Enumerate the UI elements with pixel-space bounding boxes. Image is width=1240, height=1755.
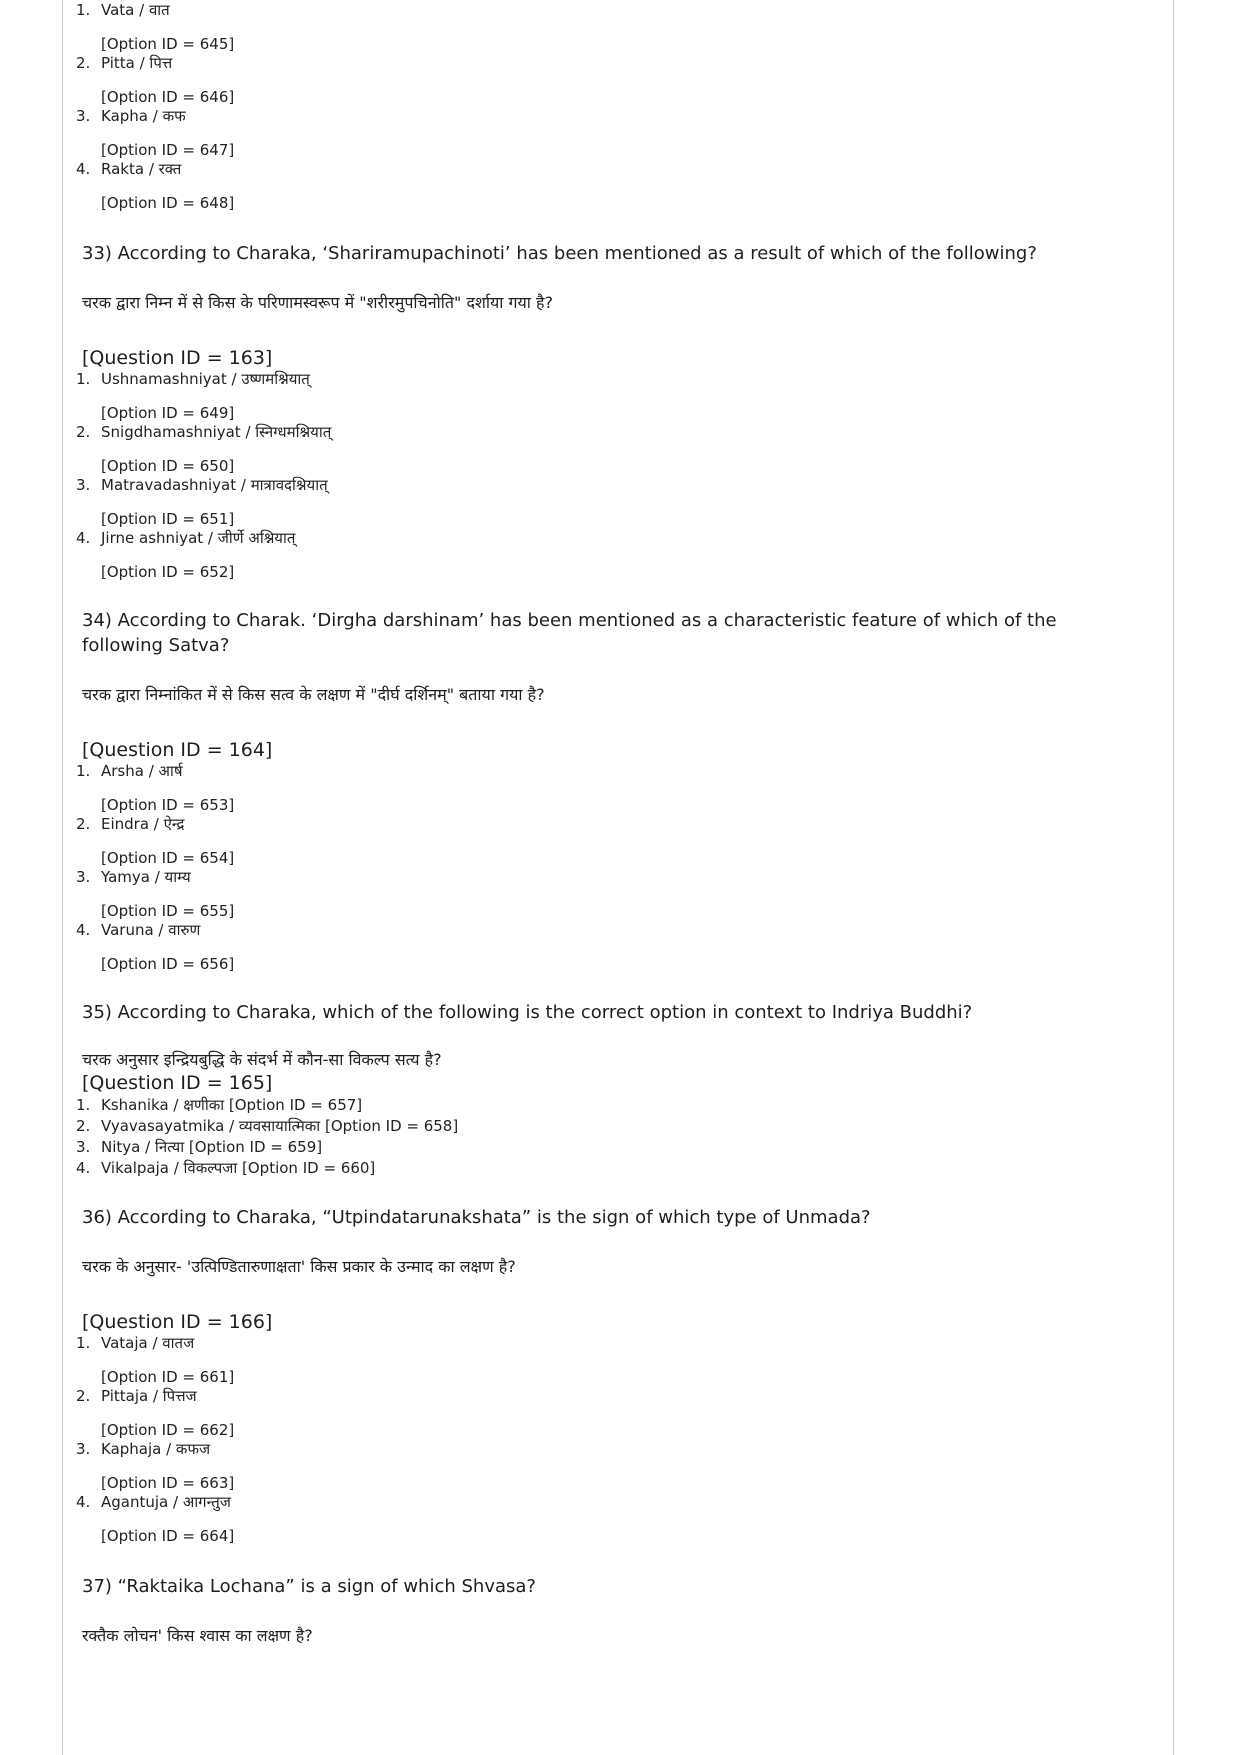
option-id: [Option ID = 648] <box>101 194 235 212</box>
option-id: [Option ID = 651] <box>101 510 235 528</box>
option-item <box>76 370 1173 389</box>
option-item <box>76 762 1173 781</box>
option-id: [Option ID = 663] <box>101 1474 235 1492</box>
option-id: [Option ID = 647] <box>101 141 235 159</box>
option-number: 4. <box>76 1159 91 1177</box>
option-text: Eindra / ऐन्द्र <box>101 815 185 833</box>
option-item <box>76 1095 1173 1116</box>
option-item <box>76 1387 1173 1406</box>
option-item <box>76 815 1173 834</box>
option-id: [Option ID = 650] <box>101 457 235 475</box>
question-title: 37) “Raktaika Lochana” is a sign of which Shvasa? <box>82 1576 536 1597</box>
option-id: [Option ID = 662] <box>101 1421 235 1439</box>
q32-options <box>63 0 1173 213</box>
option-number: 2. <box>76 423 91 441</box>
option-item <box>76 868 1173 887</box>
question-title: 33) According to Charaka, ‘Shariramupachinoti’ has been mentioned as a result of which of the following? <box>82 243 1037 264</box>
option-item <box>76 1 1173 20</box>
option-text: Vyavasayatmika / व्यवसायात्मिका [Option ID = 658] <box>101 1117 459 1135</box>
option-number: 2. <box>76 815 91 833</box>
option-id: [Option ID = 654] <box>101 849 235 867</box>
option-number: 3. <box>76 1138 91 1156</box>
option-text: Matravadashniyat / मात्रावदश्नियात् <box>101 476 328 494</box>
question-title: 35) According to Charaka, which of the following is the correct option in context to Indriya Buddhi? <box>82 1002 973 1023</box>
option-text: Ushnamashniyat / उष्णमश्नियात् <box>101 370 310 388</box>
option-item <box>76 1493 1173 1512</box>
option-text: Kaphaja / कफज <box>101 1440 211 1458</box>
option-item <box>76 54 1173 73</box>
option-text: Varuna / वारुण <box>101 921 201 939</box>
option-text: Yamya / याम्य <box>101 868 191 886</box>
question-title: 34) According to Charak. ‘Dirgha darshinam’ has been mentioned as a characteristic feature of which of the following Satva? <box>82 610 1057 656</box>
option-number: 2. <box>76 1387 91 1405</box>
option-text: Arsha / आर्ष <box>101 762 183 780</box>
option-id: [Option ID = 655] <box>101 902 235 920</box>
option-text: Kapha / कफ <box>101 107 186 125</box>
option-number: 4. <box>76 160 91 178</box>
option-number: 2. <box>76 54 91 72</box>
option-id: [Option ID = 661] <box>101 1368 235 1386</box>
option-text: Agantuja / आगन्तुज <box>101 1493 231 1511</box>
option-text: Snigdhamashniyat / स्निग्धमश्नियात् <box>101 423 332 441</box>
option-item <box>76 529 1173 548</box>
option-number: 3. <box>76 1440 91 1458</box>
option-item <box>76 1334 1173 1353</box>
option-id: [Option ID = 645] <box>101 35 235 53</box>
option-number: 1. <box>76 1334 91 1352</box>
option-text: Rakta / रक्त <box>101 160 182 178</box>
question-id: [Question ID = 165] <box>82 1072 273 1094</box>
option-id: [Option ID = 664] <box>101 1527 235 1545</box>
option-text: Kshanika / क्षणीका [Option ID = 657] <box>101 1096 363 1114</box>
option-number: 4. <box>76 921 91 939</box>
option-item <box>76 921 1173 940</box>
option-id: [Option ID = 653] <box>101 796 235 814</box>
option-text: Pittaja / पित्तज <box>101 1387 197 1405</box>
option-id: [Option ID = 649] <box>101 404 235 422</box>
option-item <box>76 1440 1173 1459</box>
option-item <box>76 1158 1173 1179</box>
option-number: 3. <box>76 476 91 494</box>
option-id: [Option ID = 656] <box>101 955 235 973</box>
option-text: Vataja / वातज <box>101 1334 195 1352</box>
option-number: 1. <box>76 762 91 780</box>
question-hindi: चरक अनुसार इन्द्रियबुद्धि के संदर्भ में कौन-सा विकल्प सत्य है? <box>82 1050 442 1069</box>
option-text: Jirne ashniyat / जीर्णे अश्नियात् <box>101 529 296 547</box>
question-id: [Question ID = 163] <box>82 347 273 369</box>
option-id: [Option ID = 646] <box>101 88 235 106</box>
question-title: 36) According to Charaka, “Utpindatarunakshata” is the sign of which type of Unmada? <box>82 1207 871 1228</box>
option-text: Pitta / पित्त <box>101 54 173 72</box>
option-item <box>76 476 1173 495</box>
option-number: 4. <box>76 529 91 547</box>
option-text: Nitya / नित्या [Option ID = 659] <box>101 1138 323 1156</box>
option-item <box>76 1116 1173 1137</box>
question-hindi: चरक के अनुसार- 'उत्पिण्डितारुणाक्षता' किस प्रकार के उन्माद का लक्षण है? <box>82 1257 516 1276</box>
option-number: 1. <box>76 1 91 19</box>
question-hindi: चरक द्वारा निम्न में से किस के परिणामस्वरूप में "शरीरमुपचिनोति" दर्शाया गया है? <box>82 293 553 312</box>
question-id: [Question ID = 164] <box>82 739 273 761</box>
option-item <box>76 160 1173 179</box>
question-paper <box>63 0 1173 1647</box>
option-number: 2. <box>76 1117 91 1135</box>
option-item <box>76 423 1173 442</box>
option-number: 1. <box>76 370 91 388</box>
option-number: 1. <box>76 1096 91 1114</box>
option-number: 3. <box>76 107 91 125</box>
option-number: 3. <box>76 868 91 886</box>
option-number: 4. <box>76 1493 91 1511</box>
option-text: Vikalpaja / विकल्पजा [Option ID = 660] <box>101 1159 376 1177</box>
option-item <box>76 107 1173 126</box>
page-frame <box>62 0 1174 1755</box>
option-item <box>76 1137 1173 1158</box>
question-id: [Question ID = 166] <box>82 1311 273 1333</box>
option-text: Vata / वात <box>101 1 170 19</box>
question-hindi: चरक द्वारा निम्नांकित में से किस सत्व के लक्षण में "दीर्घ दर्शिनम्" बताया गया है? <box>82 685 545 704</box>
option-id: [Option ID = 652] <box>101 563 235 581</box>
question-hindi: रक्तैक लोचन' किस श्वास का लक्षण है? <box>82 1626 313 1645</box>
